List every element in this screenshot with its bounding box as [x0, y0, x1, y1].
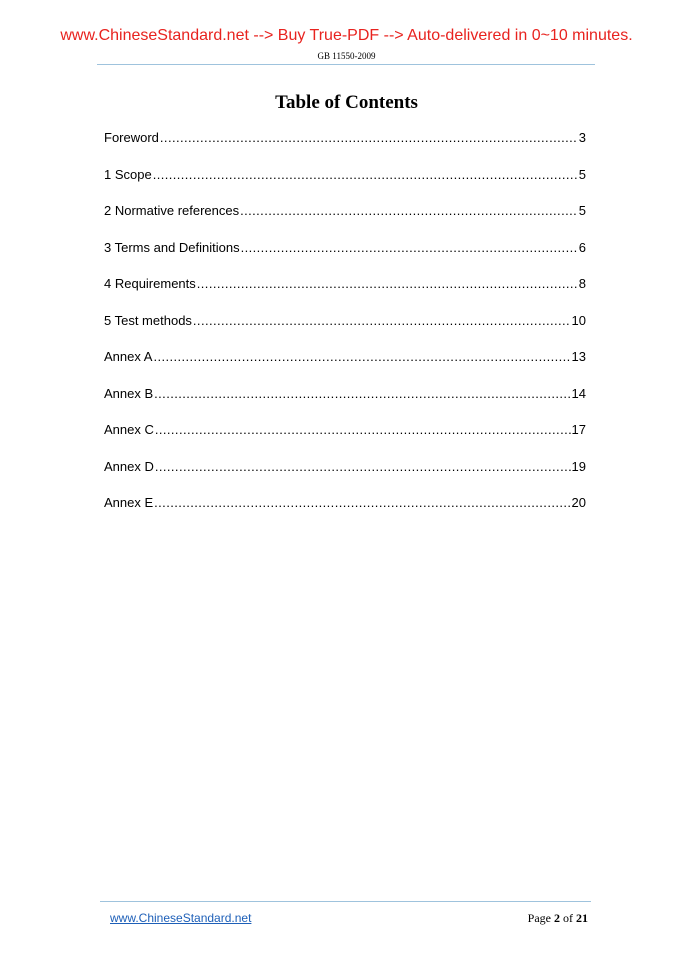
toc-entry-label: Annex B: [104, 385, 154, 401]
toc-entry-foreword[interactable]: [104, 130, 586, 146]
page-number: [528, 911, 588, 926]
header-divider: [97, 64, 595, 65]
toc-leader-dots: [241, 240, 578, 256]
page-number-total: 21: [576, 911, 588, 925]
toc-entry-label: Annex A: [104, 349, 153, 364]
toc-entry-terms-definitions[interactable]: [104, 240, 586, 256]
toc-entry-page: 14: [571, 385, 586, 401]
toc-entry-requirements[interactable]: [104, 276, 586, 292]
toc-entry-scope[interactable]: [104, 167, 586, 183]
promo-banner[interactable]: www.ChineseStandard.net --> Buy True-PDF --> Auto-delivered in 0~10 minutes.: [60, 27, 633, 44]
toc-leader-dots: [240, 203, 578, 219]
toc-entry-page: 19: [571, 458, 586, 474]
footer-website-link[interactable]: www.ChineseStandard.net: [110, 911, 252, 925]
toc-entry-annex-a[interactable]: [104, 349, 586, 365]
table-of-contents: [104, 130, 586, 532]
toc-entry-label: 4 Requirements: [104, 276, 196, 291]
toc-entry-page: 6: [578, 239, 586, 255]
toc-entry-annex-c[interactable]: [104, 422, 586, 438]
toc-leader-dots: [160, 130, 578, 146]
page-number-of: of: [560, 911, 576, 925]
toc-leader-dots: [155, 422, 571, 438]
toc-entry-label: 5 Test methods: [104, 312, 192, 328]
toc-entry-label: 1 Scope: [104, 166, 152, 182]
toc-entry-page: 5: [578, 166, 586, 182]
toc-entry-page: 5: [578, 203, 586, 218]
toc-entry-label: Annex D: [104, 458, 154, 474]
toc-entry-test-methods[interactable]: [104, 313, 586, 329]
toc-entry-page: 20: [571, 495, 586, 510]
toc-entry-annex-b[interactable]: [104, 386, 586, 402]
toc-entry-annex-e[interactable]: [104, 495, 586, 511]
toc-leader-dots: [153, 349, 570, 365]
toc-leader-dots: [154, 386, 570, 402]
toc-entry-page: 8: [578, 276, 586, 291]
toc-entry-page: 3: [578, 130, 586, 145]
toc-leader-dots: [153, 167, 578, 183]
toc-entry-label: Foreword: [104, 130, 159, 145]
toc-entry-annex-d[interactable]: [104, 459, 586, 475]
toc-entry-page: 17: [571, 422, 586, 437]
toc-leader-dots: [193, 313, 571, 329]
toc-entry-page: 13: [571, 349, 586, 364]
toc-leader-dots: [155, 459, 571, 475]
toc-entry-label: 3 Terms and Definitions: [104, 239, 240, 255]
toc-leader-dots: [154, 495, 570, 511]
page-number-prefix: Page: [527, 911, 554, 925]
toc-entry-page: 10: [571, 312, 586, 328]
toc-entry-normative-references[interactable]: [104, 203, 586, 219]
toc-entry-label: 2 Normative references: [104, 203, 240, 218]
toc-leader-dots: [197, 276, 578, 292]
footer-divider: [100, 901, 591, 902]
standard-code: GB 11550-2009: [317, 51, 376, 61]
toc-entry-label: Annex C: [104, 422, 154, 437]
toc-title: Table of Contents: [275, 92, 418, 113]
page-number-current: 2: [554, 911, 560, 925]
toc-entry-label: Annex E: [104, 495, 154, 510]
